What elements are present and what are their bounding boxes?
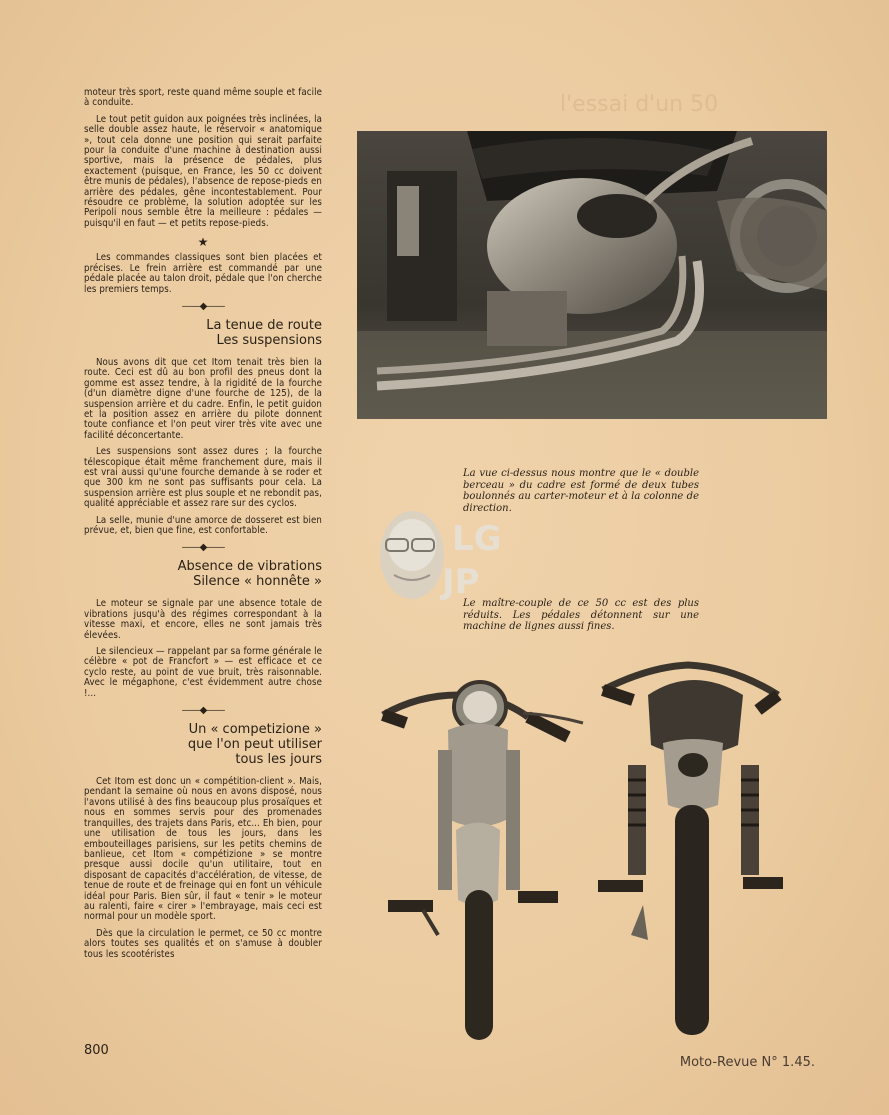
star-separator: ★ xyxy=(197,235,209,250)
bikes-caption: Le maître-couple de ce 50 cc est des plus réduits. Les pédales détonnent sur une machine de lignes aussi fines. xyxy=(463,598,699,632)
body-paragraph: Cet Itom est donc un « compétition-client ». Mais, pendant la semaine où nous en avons disposé, nous l'avons utilisé à des fins beaucoup plus prosaïques et nous en sommes servis pour des promenades tranquilles, des trajets dans Paris, etc... Eh bien, pour une utilisation de tous les jours, dans les embouteillages parisiens, sur les petits chemins de banlieue, cet Itom « compétizione » se montre presque aussi docile qu'un utilitaire, tout en disposant de capacités d'accélération, de vitesse, de tenue de route et de freinage qui en font un véhicule idéal pour Paris. Bien sûr, il faut « tenir » le moteur au ralenti, faire « cirer » l'embrayage, mais ceci est normal pour un modèle sport. xyxy=(84,776,322,923)
motorcycles-illustration xyxy=(378,655,798,1045)
section-separator: ——◆—— xyxy=(181,542,225,554)
body-paragraph: Dès que la circulation le permet, ce 50 cc montre alors toutes ses qualités et on s'amuse à doubler tous les scootéristes xyxy=(84,927,322,960)
section-heading-road-holding: La tenue de route Les suspensions xyxy=(206,317,322,348)
engine-illustration xyxy=(357,131,827,419)
body-paragraph: Le moteur se signale par une absence totale de vibrations jusqu'à des régimes correspondant à la vitesse maxi, et encore, elles ne sont jamais très élevées. xyxy=(84,598,322,641)
magazine-issue: Moto-Revue N° 1.45. xyxy=(679,1055,815,1070)
ghost-heading: l'essai d'un 50 xyxy=(560,92,719,117)
page-number: 800 xyxy=(84,1043,109,1058)
intro-paragraph: Les commandes classiques sont bien placées et précises. Le frein arrière est commandé par une pédale placée au talon droit, pédale que l'on cherche les premiers temps. xyxy=(84,252,322,295)
motorcycles-photo xyxy=(378,655,798,1045)
section-heading-competizione: Un « competizione » que l'on peut utiliser tous les jours xyxy=(187,722,322,768)
body-paragraph: La selle, munie d'une amorce de dosseret est bien prévue, et, bien que fine, est confortable. xyxy=(84,514,322,536)
front-view-bike xyxy=(383,682,583,1040)
svg-text:LG: LG xyxy=(452,519,502,559)
rear-view-bike xyxy=(598,665,783,1035)
body-paragraph: Le silencieux — rappelant par sa forme générale le célèbre « pot de Francfort » — est efficace et ce cyclo reste, au point de vue bruit, très raisonnable. Avec le mégaphone, c'est évidemment autre chose !... xyxy=(84,646,322,699)
section-heading-vibrations: Absence de vibrations Silence « honnête » xyxy=(177,559,322,590)
svg-text:JP: JP xyxy=(442,562,480,602)
body-paragraph: Les suspensions sont assez dures ; la fourche télescopique était même franchement dure, mais il est vrai aussi qu'une fourche demande à se roder et que 300 km ne sont pas suffisants pour cela. La suspension arrière est plus souple et ne rebondit pas, qualité appréciable et assez rare sur des cyclos. xyxy=(84,446,322,510)
intro-paragraph: moteur très sport, reste quand même souple et facile à conduite. xyxy=(84,87,322,109)
engine-photo xyxy=(357,131,827,419)
engine-caption: La vue ci-dessus nous montre que le « double berceau » du cadre est formé de deux tubes boulonnés au carter-moteur et à la colonne de direction. xyxy=(463,468,699,514)
section-separator: ——◆—— xyxy=(181,705,225,717)
intro-paragraph: Le tout petit guidon aux poignées très inclinées, la selle double assez haute, le réservoir « anatomique », tout cela donne une position qui serait parfaite pour la conduite d'une machine à destination aussi sportive, mais la présence de pédales, plus exactement (puisque, en France, les 50 cc doivent être munis de pédales), l'absence de repose-pieds en arrière des pédales, gêne incontestablement. Pour résoudre ce problème, la solution adoptée sur les Peripoli nous semble être la meilleure : pédales — puisqu'il en faut — et petits repose-pieds. xyxy=(84,113,322,229)
section-separator: ——◆—— xyxy=(181,300,225,312)
article-column xyxy=(84,88,322,966)
body-paragraph: Nous avons dit que cet Itom tenait très bien la route. Ceci est dû au bon profil des pneus dont la gomme est assez tendre, à la rigidité de la fourche (d'un diamètre digne d'une fourche de 125), de la suspension arrière et du cadre. Enfin, le petit guidon et la position assez en arrière du pilote donnent toute confiance et l'on peut virer très vite avec une facilité déconcertante. xyxy=(84,356,322,441)
